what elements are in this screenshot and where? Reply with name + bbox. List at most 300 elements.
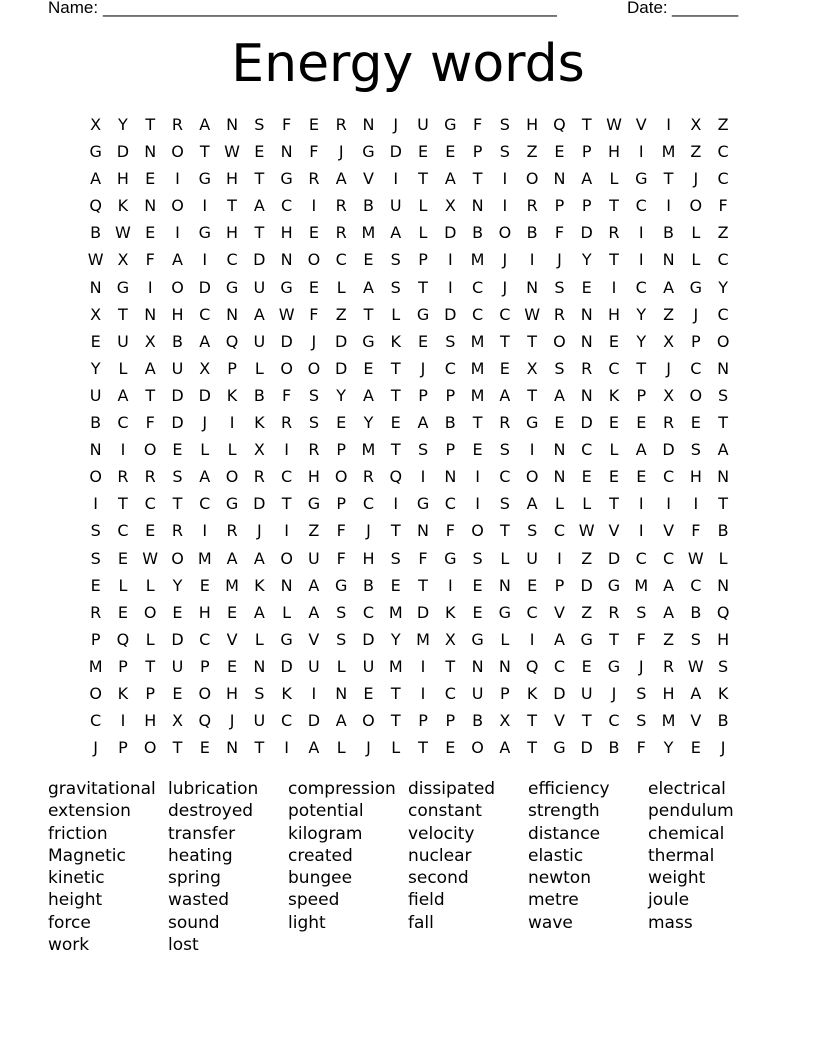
grid-letter[interactable]: X [663, 331, 675, 351]
grid-letter[interactable]: S [336, 602, 347, 622]
grid-letter[interactable]: K [117, 196, 129, 216]
grid-letter[interactable]: G [416, 304, 430, 324]
grid-letter[interactable]: N [662, 250, 675, 270]
grid-letter[interactable]: K [390, 331, 401, 351]
grid-letter[interactable]: J [202, 413, 208, 433]
grid-letter[interactable]: A [417, 413, 429, 433]
grid-letter[interactable]: T [254, 169, 265, 189]
grid-letter[interactable]: C [717, 250, 729, 270]
grid-letter[interactable]: M [634, 575, 649, 595]
grid-letter[interactable]: Y [636, 331, 647, 351]
grid-letter[interactable]: I [175, 169, 180, 189]
grid-letter[interactable]: P [500, 683, 510, 703]
grid-letter[interactable]: Z [663, 304, 675, 324]
grid-letter[interactable]: N [226, 738, 239, 758]
grid-letter[interactable]: R [526, 196, 538, 216]
grid-letter[interactable]: T [718, 494, 728, 514]
grid-letter[interactable]: B [253, 385, 265, 405]
grid-letter[interactable]: D [116, 142, 130, 162]
grid-letter[interactable]: R [335, 223, 347, 243]
grid-letter[interactable]: I [311, 683, 317, 703]
grid-letter[interactable]: U [253, 331, 266, 351]
grid-letter[interactable]: C [499, 304, 511, 324]
grid-letter[interactable]: I [202, 250, 208, 270]
grid-letter[interactable]: A [335, 711, 347, 731]
grid-letter[interactable]: N [580, 304, 593, 324]
grid-letter[interactable]: L [336, 738, 346, 758]
grid-letter[interactable]: Y [718, 277, 728, 297]
grid-letter[interactable]: F [336, 521, 346, 541]
grid-letter[interactable]: N [717, 358, 730, 378]
grid-letter[interactable]: P [472, 142, 483, 162]
grid-letter[interactable]: N [526, 277, 539, 297]
grid-letter[interactable]: P [418, 711, 428, 731]
grid-letter[interactable]: H [116, 169, 129, 189]
grid-letter[interactable]: B [90, 413, 102, 433]
grid-letter[interactable]: I [202, 196, 208, 216]
grid-letter[interactable]: I [557, 548, 562, 568]
grid-letter[interactable]: T [363, 304, 374, 324]
grid-letter[interactable]: A [553, 629, 565, 649]
grid-letter[interactable]: D [580, 575, 593, 595]
grid-letter[interactable]: K [254, 575, 265, 595]
grid-letter[interactable]: I [529, 440, 535, 460]
grid-letter[interactable]: O [525, 467, 539, 487]
grid-letter[interactable]: G [416, 494, 430, 514]
grid-letter[interactable]: Y [172, 575, 183, 595]
grid-letter[interactable]: H [198, 602, 211, 622]
grid-letter[interactable]: P [691, 331, 701, 351]
grid-letter[interactable]: G [689, 277, 703, 297]
grid-letter[interactable]: D [416, 602, 430, 622]
grid-letter[interactable]: K [717, 683, 729, 703]
grid-letter[interactable]: C [362, 494, 375, 514]
grid-letter[interactable]: Y [663, 738, 674, 758]
grid-letter[interactable]: E [226, 602, 238, 622]
grid-letter[interactable]: P [90, 629, 101, 649]
grid-letter[interactable]: J [229, 711, 235, 731]
grid-letter[interactable]: R [144, 467, 156, 487]
grid-letter[interactable]: Q [198, 711, 212, 731]
grid-letter[interactable]: M [470, 385, 485, 405]
grid-letter[interactable]: A [444, 169, 456, 189]
grid-letter[interactable]: T [390, 358, 401, 378]
grid-letter[interactable]: J [256, 521, 262, 541]
grid-letter[interactable]: E [145, 169, 156, 189]
grid-letter[interactable]: D [280, 656, 293, 676]
grid-letter[interactable]: G [198, 169, 211, 189]
grid-letter[interactable]: L [718, 548, 728, 568]
grid-letter[interactable]: T [499, 521, 510, 541]
grid-letter[interactable]: S [499, 142, 510, 162]
grid-letter[interactable]: E [390, 575, 401, 595]
grid-letter[interactable]: I [311, 196, 317, 216]
grid-letter[interactable]: A [690, 683, 702, 703]
grid-letter[interactable]: N [144, 196, 157, 216]
grid-letter[interactable]: P [145, 683, 156, 703]
grid-letter[interactable]: L [418, 223, 428, 243]
grid-letter[interactable]: A [308, 575, 320, 595]
grid-letter[interactable]: X [526, 358, 538, 378]
grid-letter[interactable]: I [284, 440, 289, 460]
grid-letter[interactable]: N [498, 575, 511, 595]
grid-letter[interactable]: Y [118, 115, 128, 134]
grid-letter[interactable]: B [444, 413, 456, 433]
grid-letter[interactable]: V [663, 521, 675, 541]
grid-letter[interactable]: E [690, 413, 701, 433]
grid-letter[interactable]: M [470, 250, 485, 270]
grid-letter[interactable]: L [500, 548, 510, 568]
grid-letter[interactable]: F [554, 223, 565, 243]
grid-letter[interactable]: X [172, 711, 183, 731]
grid-letter[interactable]: C [553, 521, 565, 541]
grid-letter[interactable]: A [253, 304, 265, 324]
grid-letter[interactable]: J [611, 683, 617, 703]
grid-letter[interactable]: G [116, 277, 130, 297]
grid-letter[interactable]: C [281, 467, 293, 487]
grid-letter[interactable]: T [663, 169, 674, 189]
grid-letter[interactable]: I [666, 494, 671, 514]
grid-letter[interactable]: C [635, 196, 647, 216]
grid-letter[interactable]: N [226, 304, 239, 324]
grid-letter[interactable]: Y [363, 413, 374, 433]
grid-letter[interactable]: V [226, 629, 238, 649]
grid-letter[interactable]: L [336, 656, 346, 676]
grid-letter[interactable]: X [90, 304, 102, 324]
grid-letter[interactable]: E [554, 413, 565, 433]
grid-letter[interactable]: Y [581, 250, 592, 270]
grid-letter[interactable]: O [280, 358, 293, 378]
grid-letter[interactable]: D [607, 548, 621, 568]
grid-letter[interactable]: I [475, 494, 480, 514]
grid-letter[interactable]: M [361, 440, 376, 460]
grid-letter[interactable]: T [418, 169, 428, 189]
name-blank-line[interactable]: ________________________________________________ [103, 0, 557, 17]
grid-letter[interactable]: C [717, 142, 729, 162]
grid-letter[interactable]: A [199, 467, 211, 487]
grid-letter[interactable]: U [526, 548, 538, 568]
grid-letter[interactable]: R [308, 169, 320, 189]
grid-letter[interactable]: C [362, 602, 375, 622]
grid-letter[interactable]: I [284, 521, 289, 541]
grid-letter[interactable]: A [253, 548, 265, 568]
grid-letter[interactable]: D [580, 223, 593, 243]
grid-letter[interactable]: J [693, 169, 699, 189]
grid-letter[interactable]: G [334, 575, 348, 595]
grid-letter[interactable]: O [689, 196, 703, 216]
grid-letter[interactable]: X [663, 385, 675, 405]
grid-letter[interactable]: I [529, 629, 535, 649]
grid-letter[interactable]: D [171, 413, 184, 433]
grid-letter[interactable]: J [557, 250, 562, 270]
grid-letter[interactable]: N [335, 683, 348, 703]
word-search-grid[interactable] [82, 111, 737, 761]
grid-letter[interactable]: L [282, 602, 292, 622]
grid-letter[interactable]: U [580, 683, 593, 703]
grid-letter[interactable]: E [172, 683, 183, 703]
grid-letter[interactable]: E [254, 142, 265, 162]
grid-letter[interactable]: F [309, 304, 319, 324]
grid-letter[interactable]: H [280, 223, 293, 243]
grid-letter[interactable]: N [553, 440, 566, 460]
grid-letter[interactable]: Q [225, 331, 239, 351]
grid-letter[interactable]: O [171, 196, 184, 216]
grid-letter[interactable]: I [447, 575, 453, 595]
grid-letter[interactable]: S [390, 250, 401, 270]
grid-letter[interactable]: V [608, 521, 620, 541]
grid-letter[interactable]: E [445, 738, 456, 758]
grid-letter[interactable]: T [445, 656, 456, 676]
grid-letter[interactable]: U [308, 548, 320, 568]
grid-letter[interactable]: C [635, 277, 647, 297]
grid-letter[interactable]: P [118, 738, 128, 758]
grid-letter[interactable]: T [254, 223, 265, 243]
grid-letter[interactable]: N [553, 467, 566, 487]
grid-letter[interactable]: J [338, 142, 344, 162]
grid-letter[interactable]: S [472, 548, 483, 568]
grid-letter[interactable]: D [198, 385, 211, 405]
grid-letter[interactable]: I [666, 196, 671, 216]
grid-letter[interactable]: I [420, 683, 426, 703]
grid-letter[interactable]: M [388, 602, 403, 622]
grid-letter[interactable]: E [690, 738, 701, 758]
grid-letter[interactable]: B [717, 521, 729, 541]
grid-letter[interactable]: L [391, 738, 401, 758]
grid-letter[interactable]: A [362, 277, 374, 297]
grid-letter[interactable]: O [498, 223, 512, 243]
grid-letter[interactable]: F [691, 521, 701, 541]
grid-letter[interactable]: E [90, 575, 101, 595]
grid-letter[interactable]: D [253, 250, 266, 270]
grid-letter[interactable]: R [499, 413, 511, 433]
grid-letter[interactable]: G [580, 629, 593, 649]
grid-letter[interactable]: I [638, 521, 644, 541]
grid-letter[interactable]: E [472, 602, 483, 622]
grid-letter[interactable]: O [225, 467, 239, 487]
grid-letter[interactable]: I [284, 738, 289, 758]
grid-letter[interactable]: E [472, 440, 483, 460]
grid-letter[interactable]: A [390, 223, 402, 243]
grid-letter[interactable]: Y [90, 358, 101, 378]
grid-letter[interactable]: G [525, 413, 539, 433]
grid-letter[interactable]: E [608, 413, 620, 433]
grid-letter[interactable]: X [199, 358, 211, 378]
grid-letter[interactable]: U [253, 711, 266, 731]
grid-letter[interactable]: D [253, 494, 266, 514]
grid-letter[interactable]: E [199, 575, 210, 595]
grid-letter[interactable]: R [581, 358, 593, 378]
grid-letter[interactable]: L [118, 575, 128, 595]
grid-letter[interactable]: G [635, 169, 648, 189]
grid-letter[interactable]: L [391, 304, 401, 324]
grid-letter[interactable]: H [362, 548, 375, 568]
grid-letter[interactable]: L [336, 277, 346, 297]
grid-letter[interactable]: L [227, 440, 237, 460]
grid-letter[interactable]: U [471, 683, 484, 703]
grid-letter[interactable]: X [444, 196, 456, 216]
grid-letter[interactable]: A [226, 548, 238, 568]
grid-letter[interactable]: T [527, 738, 538, 758]
grid-letter[interactable]: G [280, 629, 293, 649]
grid-letter[interactable]: N [580, 385, 593, 405]
grid-letter[interactable]: T [390, 385, 401, 405]
grid-letter[interactable]: W [578, 521, 595, 541]
grid-letter[interactable]: A [663, 602, 675, 622]
grid-letter[interactable]: K [226, 385, 238, 405]
date-blank-line[interactable]: _______ [672, 0, 739, 17]
grid-letter[interactable]: A [308, 738, 320, 758]
grid-letter[interactable]: N [226, 115, 239, 134]
grid-letter[interactable]: F [636, 738, 646, 758]
grid-letter[interactable]: I [638, 494, 644, 514]
grid-letter[interactable]: Z [581, 602, 593, 622]
grid-letter[interactable]: E [308, 277, 319, 297]
grid-letter[interactable]: S [499, 494, 510, 514]
grid-letter[interactable]: F [309, 142, 319, 162]
grid-letter[interactable]: O [280, 548, 293, 568]
grid-letter[interactable]: D [280, 331, 293, 351]
grid-letter[interactable]: H [526, 115, 539, 134]
grid-letter[interactable]: Y [336, 385, 347, 405]
grid-letter[interactable]: C [199, 629, 211, 649]
grid-letter[interactable]: T [527, 711, 538, 731]
grid-letter[interactable]: T [581, 711, 592, 731]
grid-letter[interactable]: C [581, 440, 593, 460]
grid-letter[interactable]: S [254, 115, 265, 134]
grid-letter[interactable]: A [335, 169, 347, 189]
grid-letter[interactable]: U [171, 358, 184, 378]
grid-letter[interactable]: I [202, 521, 208, 541]
grid-letter[interactable]: I [229, 413, 235, 433]
grid-letter[interactable]: U [308, 656, 320, 676]
grid-letter[interactable]: C [144, 494, 156, 514]
grid-letter[interactable]: T [390, 521, 401, 541]
grid-letter[interactable]: R [226, 521, 238, 541]
grid-letter[interactable]: R [608, 223, 620, 243]
grid-letter[interactable]: P [445, 711, 456, 731]
grid-letter[interactable]: H [607, 304, 620, 324]
grid-letter[interactable]: J [366, 738, 371, 758]
grid-letter[interactable]: L [145, 629, 155, 649]
grid-letter[interactable]: Q [525, 656, 539, 676]
grid-letter[interactable]: A [362, 385, 374, 405]
grid-letter[interactable]: N [89, 277, 102, 297]
grid-letter[interactable]: C [662, 548, 675, 568]
grid-letter[interactable]: O [198, 683, 212, 703]
grid-letter[interactable]: C [662, 467, 675, 487]
grid-letter[interactable]: Q [553, 115, 566, 134]
grid-letter[interactable]: N [144, 142, 157, 162]
grid-letter[interactable]: B [362, 575, 374, 595]
grid-letter[interactable]: O [143, 602, 157, 622]
grid-letter[interactable]: D [580, 413, 593, 433]
grid-letter[interactable]: C [444, 683, 456, 703]
grid-letter[interactable]: I [393, 169, 399, 189]
grid-letter[interactable]: T [636, 358, 647, 378]
grid-letter[interactable]: T [390, 440, 401, 460]
grid-letter[interactable]: A [499, 738, 511, 758]
grid-letter[interactable]: D [553, 683, 566, 703]
grid-letter[interactable]: W [142, 548, 159, 568]
grid-letter[interactable]: C [717, 169, 729, 189]
grid-letter[interactable]: X [90, 115, 102, 134]
grid-letter[interactable]: S [690, 629, 701, 649]
grid-letter[interactable]: N [253, 656, 266, 676]
grid-letter[interactable]: J [366, 521, 371, 541]
grid-letter[interactable]: E [472, 575, 483, 595]
grid-letter[interactable]: T [145, 115, 156, 134]
grid-letter[interactable]: E [527, 575, 538, 595]
grid-letter[interactable]: T [472, 413, 483, 433]
grid-letter[interactable]: V [362, 169, 374, 189]
grid-letter[interactable]: L [554, 494, 564, 514]
grid-letter[interactable]: E [417, 142, 429, 162]
grid-letter[interactable]: I [693, 494, 699, 514]
grid-letter[interactable]: H [144, 711, 157, 731]
grid-letter[interactable]: E [117, 548, 128, 568]
grid-letter[interactable]: S [90, 548, 101, 568]
grid-letter[interactable]: Y [636, 304, 647, 324]
grid-letter[interactable]: C [471, 277, 484, 297]
grid-letter[interactable]: S [690, 440, 701, 460]
grid-letter[interactable]: K [445, 602, 456, 622]
grid-letter[interactable]: P [199, 656, 210, 676]
grid-letter[interactable]: O [362, 711, 375, 731]
grid-letter[interactable]: E [199, 738, 210, 758]
grid-letter[interactable]: O [471, 521, 484, 541]
grid-letter[interactable]: L [609, 169, 619, 189]
grid-letter[interactable]: C [281, 711, 293, 731]
grid-letter[interactable]: C [608, 358, 620, 378]
grid-letter[interactable]: G [280, 277, 293, 297]
grid-letter[interactable]: F [282, 115, 292, 134]
grid-letter[interactable]: P [418, 385, 428, 405]
grid-letter[interactable]: G [307, 494, 321, 514]
grid-letter[interactable]: E [581, 277, 592, 297]
grid-letter[interactable]: N [280, 142, 293, 162]
grid-letter[interactable]: I [638, 250, 644, 270]
grid-letter[interactable]: A [581, 169, 593, 189]
grid-letter[interactable]: I [502, 169, 508, 189]
grid-letter[interactable]: T [418, 575, 428, 595]
grid-letter[interactable]: M [88, 656, 103, 676]
grid-letter[interactable]: J [393, 115, 399, 134]
grid-letter[interactable]: X [144, 331, 156, 351]
grid-letter[interactable]: A [117, 385, 129, 405]
grid-letter[interactable]: T [527, 331, 538, 351]
grid-letter[interactable]: Z [526, 142, 538, 162]
grid-letter[interactable]: F [636, 629, 646, 649]
grid-letter[interactable]: S [445, 331, 456, 351]
grid-letter[interactable]: K [281, 683, 292, 703]
grid-letter[interactable]: T [499, 331, 510, 351]
grid-letter[interactable]: V [553, 711, 565, 731]
grid-letter[interactable]: N [553, 169, 566, 189]
grid-letter[interactable]: C [690, 358, 702, 378]
grid-letter[interactable]: A [253, 602, 265, 622]
grid-letter[interactable]: L [118, 358, 128, 378]
grid-letter[interactable]: Z [717, 223, 729, 243]
grid-letter[interactable]: I [638, 142, 644, 162]
grid-letter[interactable]: K [608, 385, 620, 405]
grid-letter[interactable]: B [472, 223, 484, 243]
grid-letter[interactable]: C [90, 711, 102, 731]
grid-letter[interactable]: S [417, 440, 429, 460]
grid-letter[interactable]: A [717, 440, 729, 460]
grid-letter[interactable]: I [529, 250, 535, 270]
grid-letter[interactable]: G [444, 115, 457, 134]
grid-letter[interactable]: N [362, 115, 375, 134]
